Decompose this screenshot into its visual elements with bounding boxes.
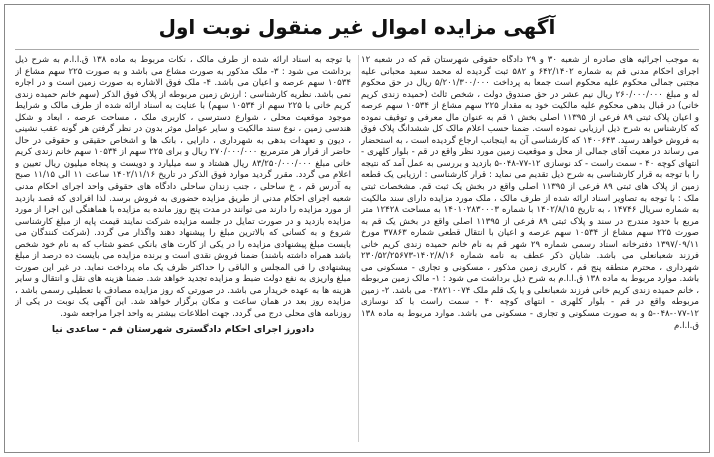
- right-column-text: به موجب اجرائیه های صادره از شعبه ۳۰ و ۲۹ دادگاه حقوقی شهرستان قم که در شعبه ۱۲ اجرای احکام مدنی قم به شماره ۶۴۲/۱۴۰۲ و ۵۸۲ ثبت گردیده له محمد سعید محبانی علیه مجتبی جمالی محکوم علیه محکوم است جمعا به پرداخت ۵/۲۰۱/۳۰۰/۰۰۰ ریال در حق محکوم له و مبلغ ۲۶۰/۰۰۰/۰۰۰ ریال نیم عشر در حق صندوق دولت ، شخص ثالث (حمیده زندی کریم خانی) در قبال بدهی محکوم علیه مالکیت خود به مقدار ۲۲۵ سهم مشاع از ۱۰۵۳۴ سهم عرصه و اعیان پلاک ثبتی ۸۹ فرعی از ۱۱۳۹۵ اصلی بخش ۱ قم به عنوان مال معرفی و توقیف نموده که کارشناس به شرح ذیل ارزیابی نموده است. ضمنا حسب اعلام مالک کل ششدانگ پلاک فوق به فروش خواهد رسید. ۱۴۰۰۶۴۳ که کارشناسی آن به اینجانب ارجاع گردیده است ، به استحضار می رساند در معیت آقای جمالی از محل و موقعیت زمین مورد نظر واقع در قم - بلوار کلهری - انتهای کوچه ۴۰ - سمت راست - کد نوسازی ۱۲-۷۷-۰۴۸-۵ بازدید و بررسی به عمل آمد که نتیجه را با توجه به قرار کارشناسی به شرح ذیل تقدیم می نماید : قرار کارشناسی : ارزیابی یک قطعه زمین از پلاک های ثبتی ۸۹ فرعی از ۱۱۳۹۵ اصلی واقع در بخش یک ثبت قم. مشخصات ثبتی ملک : با توجه به تصاویر اسناد ارائه شده از طرف مالک ، ملک مورد مزایده دارای سند مالکیت به شماره سریال ۱۴۷۴۶ ، به تاریخ ۱۴۰۲/۸/۱۵ با شماره ۱۴۰۱۰۲۸۳۰۰۰۳ به مساحت ۱۲۴۲۸ متر مربع با حدود مندرج در سند و پلاک ثبتی ۸۹ فرعی از ۱۱۳۹۵ اصلی واقع در بخش یک قم به صورت ۲۲۵ سهم مشاع از ۱۰۵۳۴ سهم عرصه و اعیان با انتقال قطعی شماره ۳۷۸۶۳ مورخ ۱۳۹۷/۰۹/۱۱ دفترخانه اسناد رسمی شماره ۲۹ شهر قم به نام خانم حمیده زندی کریم خانی فرزند شعبانعلی می باشد. شایان ذکر عطف به نامه شماره ۱۴۰۲/۸/۱۶-۲۳۰/۵۲/۲۵۶۷۳ شهرداری ، محترم منطقه پنج قم ، کاربری زمین مذکور ، مسکونی و تجاری - مسکونی می باشد. موارد مربوط به ماده ۱۳۸ ق.ا.ا.م به شرح ذیل برداشت می شود : ۱- مالک زمین مربوطه ، خانم حمیده زندی کریم خانی فرزند شعبانعلی و یا یک قلم ملک ۰۳۸۲۱۰۰۷۴ می باشد. ۲- زمین مربوطه واقع در قم - بلوار کلهری - انتهای کوچه ۴۰ - سمت راست با کد نوسازی ۱۲-۰۷۷-۰۴۸-۵ و به صورت مسکونی و تجاری - مسکونی می باشد. موارد مربوط به ماده ۱۳۸ ق.ا.ا.م: [361, 55, 699, 331]
- left-column-text: با توجه به اسناد ارائه شده از طرف مالک ، نکات مربوط به ماده ۱۳۸ ق.ا.ا.م به شرح ذیل برداشت می شود : ۳- ملک مذکور به صورت مشاع می باشد و به صورت ۲۲۵ سهم مشاع از ۱۰۵۳۴ سهم عرصه و اعیان می باشد. ۴- ملک فوق الاشاره به صورت زمین است و در اجاره نمی باشد. نظریه کارشناسی : ارزش زمین مربوطه از پلاک فوق الذکر (سهم خانم حمیده زندی کریم خانی با ۲۲۵ سهم از ۱۰۵۳۴ سهم) با عنایت به اسناد ارائه شده از طرف مالک و شرایط موجود موقعیت محلی ، شوارع دسترسی ، کاربری ملک ، مساحت عرصه ، ابعاد و شکل هندسی زمین ، نوع سند مالکیت و سایر عوامل موثر بدون در نظر گرفتن هر گونه عقب نشینی ، دیون و تعهدات بدهی به شهرداری ، دارایی ، بانک ها و اشخاص حقیقی و حقوقی در حال حاضر از قرار هر مترمربع ۲۷۰/۰۰۰/۰۰۰ ریال و برای ۲۲۵ سهم از ۱۰۵۳۴ سهم خانم زندی کریم خانی مبلغ ۸۳/۲۵۰/۰۰۰/۰۰۰ ریال هشتاد و سه میلیارد و دویست و پنجاه میلیون ریال تعیین و اعلام می گردد. مقرر گردید موارد فوق الذکر در تاریخ ۱۴۰۲/۱۱/۱۶ ساعت ۱۱ الی ۱۱/۱۵ صبح به آدرس قم ، خ ساحلی ، جنب زندان ساحلی دادگاه های حقوقی واحد اجرای احکام مدنی شعبه اجرای احکام مدنی از طریق مزایده حضوری به فروش برسد. لذا افرادی که قصد بازدید از مورد مزایده را دارند می توانند در مدت پنج روز مانده به مزایده با هماهنگی این اجرا از مورد مزایده بازدید و در صورت تمایل در جلسه مزایده شرکت نمایند قیمت پایه از مبلغ کارشناسی شروع و به کسانی که بالاترین مبلغ را پیشنهاد دهند واگذار می گردد. (شرکت کنندگان می بایست مبلغ پیشنهادی مزایده را در یکی از کارت های بانکی عضو شتاب که به نام خود شخص باشد همراه داشته باشند) ضمنا فروش نقدی است و برنده مزایده می بایست ده درصد از مبلغ پیشنهادی را فی المجلس و الباقی را حداکثر ظرف یک ماه پرداخت نماید. در غیر این صورت مبلغ واریزی به نفع دولت ضبط و مزایده تجدید خواهد شد. ضمنا هزینه های نقل و انتقال و سایر هزینه ها به عهده خریدار می باشد. در صورتی که روز مزایده مصادف با تعطیلی رسمی باشد ، مزایده روز بعد در همان ساعت و مکان برگزار خواهد شد. این آگهی یک نوبت در یکی از روزنامه های محلی درج می گردد. جهت اطلاعات بیشتر به واحد اجرا مراجعه شود.: [15, 55, 351, 320]
- notice-page: [4, 4, 710, 453]
- right-text-column: [361, 55, 699, 446]
- notice-title: آگهی مزایده اموال غیر منقول نوبت اول: [158, 15, 556, 39]
- signature-line: دادورز اجرای احکام دادگستری شهرستان قم - ساعدی نیا: [51, 323, 315, 335]
- left-text-column: [15, 55, 351, 446]
- title-rule: [15, 49, 699, 50]
- column-divider: [358, 55, 359, 442]
